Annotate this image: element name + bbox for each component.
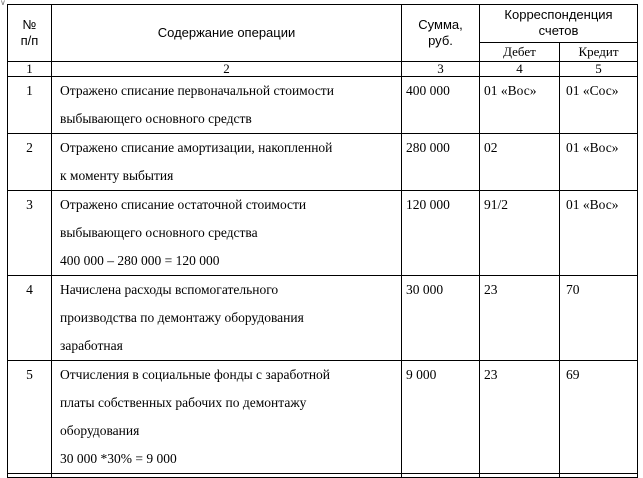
- row-content-line: 30 000 *30% = 9 000: [60, 451, 177, 466]
- header-credit: [560, 42, 638, 61]
- header-content: [52, 5, 402, 62]
- row-content: [52, 361, 402, 474]
- table-row: [8, 134, 638, 191]
- row-sum: 30 000: [402, 276, 480, 361]
- row-credit: 01 «Вос»: [560, 134, 638, 191]
- row-debit: 23: [480, 276, 560, 361]
- row-content-line: оборудования: [60, 423, 140, 438]
- row-content-line: платы собственных рабочих по демонтажу: [60, 395, 307, 410]
- table-row: [8, 191, 638, 276]
- table-row: [8, 77, 638, 134]
- cell-continuation: [480, 474, 560, 478]
- row-credit: 70: [560, 276, 638, 361]
- row-sum: 9 000: [402, 361, 480, 474]
- header-debit: [480, 42, 560, 61]
- row-number: 3: [8, 191, 52, 276]
- table-row: [8, 276, 638, 361]
- header-row-top: [8, 5, 638, 43]
- row-content-line: Отражено списание остаточной стоимости: [60, 197, 307, 212]
- column-number: 4: [480, 62, 560, 77]
- column-number: 3: [402, 62, 480, 77]
- cell-continuation: [8, 474, 52, 478]
- row-debit: 01 «Вос»: [480, 77, 560, 134]
- header-correspondence: [480, 5, 638, 43]
- row-credit: 01 «Сос»: [560, 77, 638, 134]
- row-content-line: Отчисления в социальные фонды с заработной: [60, 367, 331, 382]
- row-content-line: выбывающего основного средства: [60, 225, 258, 240]
- row-content-line: к моменту выбытия: [60, 168, 174, 183]
- row-content-line: производства по демонтажу оборудования: [60, 310, 304, 325]
- row-debit: 23: [480, 361, 560, 474]
- row-number: 4: [8, 276, 52, 361]
- header-sum: [402, 5, 480, 62]
- row-debit: 91/2: [480, 191, 560, 276]
- row-content-line: выбывающего основного средств: [60, 111, 252, 126]
- row-sum: 400 000: [402, 77, 480, 134]
- header-no-label: № п/п: [20, 17, 39, 48]
- header-debit-label: Дебет: [503, 43, 536, 59]
- row-debit: 02: [480, 134, 560, 191]
- row-content: [52, 77, 402, 134]
- row-content: [52, 191, 402, 276]
- table-row: [8, 361, 638, 474]
- cell-continuation: [402, 474, 480, 478]
- cell-continuation: [560, 474, 638, 478]
- header-sum-label: Сумма, руб.: [418, 17, 463, 48]
- column-numbers-row: [8, 62, 638, 77]
- row-content-line: заработная: [60, 338, 123, 353]
- row-number: 2: [8, 134, 52, 191]
- row-sum: 120 000: [402, 191, 480, 276]
- row-content-line: Отражено списание первоначальной стоимости: [60, 83, 334, 98]
- header-content-label: Содержание операции: [157, 25, 296, 40]
- operations-table: [7, 4, 638, 478]
- header-credit-label: Кредит: [578, 43, 619, 59]
- column-number: 1: [8, 62, 52, 77]
- corner-mark-icon: ∨: [0, 0, 6, 7]
- row-content: [52, 276, 402, 361]
- row-number: 5: [8, 361, 52, 474]
- table-row-continuation: [8, 474, 638, 478]
- row-content-line: Начислена расходы вспомогательного: [60, 282, 279, 297]
- row-credit: 69: [560, 361, 638, 474]
- header-no: [8, 5, 52, 62]
- row-content: [52, 134, 402, 191]
- column-number: 2: [52, 62, 402, 77]
- row-sum: 280 000: [402, 134, 480, 191]
- row-content-line: Отражено списание амортизации, накопленной: [60, 140, 333, 155]
- column-number: 5: [560, 62, 638, 77]
- header-correspondence-label: Корреспонденция счетов: [504, 7, 613, 39]
- row-content-line: 400 000 – 280 000 = 120 000: [60, 253, 220, 268]
- row-credit: 01 «Вос»: [560, 191, 638, 276]
- row-number: 1: [8, 77, 52, 134]
- cell-continuation: [52, 474, 402, 478]
